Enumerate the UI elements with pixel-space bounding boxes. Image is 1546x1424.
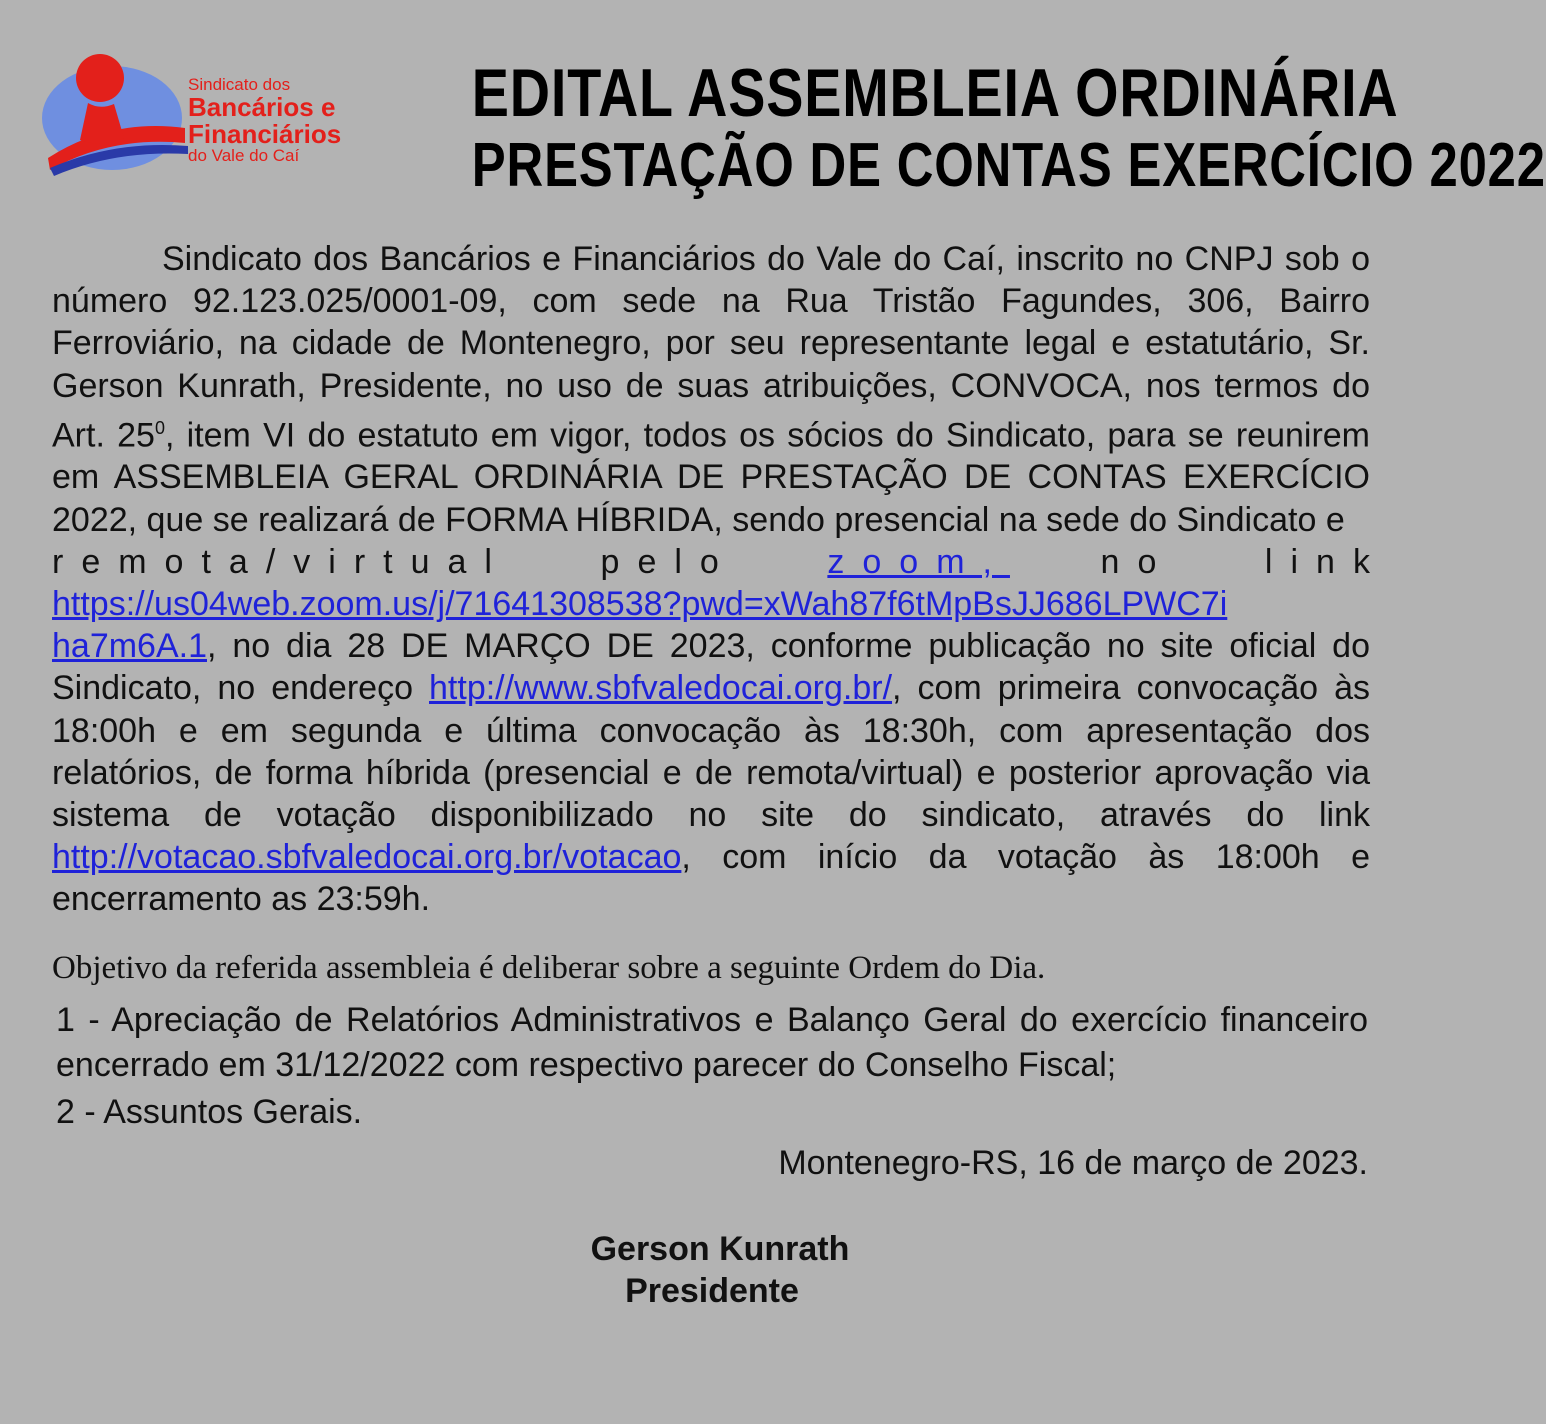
notice-text-3: , no dia 28 DE MARÇO DE 2023, conforme publicação no site oficial do Sindicato, no endereço — [52, 627, 1370, 708]
zoom-url-line-1: https://us04web.zoom.us/j/71641308538?pwd=xWah87f6tMpBsJJ686LPWC7i — [52, 584, 1228, 623]
vote-link[interactable]: http://votacao.sbfvaledocai.org.br/votacao — [52, 838, 682, 877]
notice-text-5: , com início da votação às 18:00h e encerramento as 23:59h. — [52, 838, 1370, 919]
agenda-item-2: 2 - Assuntos Gerais. — [56, 1093, 363, 1131]
notice-paragraph-1 — [52, 238, 1370, 541]
spread-word-remota: remota/virtual — [52, 542, 510, 581]
union-logo-text — [188, 76, 341, 164]
union-logo-emblem — [40, 48, 190, 178]
logo-line-3: Financiários — [188, 119, 342, 149]
agenda-item-1: 1 - Apreciação de Relatórios Administrativos e Balanço Geral do exercício financeiro encerrado em 31/12/2022 com respectivo parecer do Conselho Fiscal; — [56, 1001, 1368, 1084]
spread-word-pelo: pelo — [600, 542, 737, 581]
union-logo — [40, 48, 380, 178]
page-subtitle: PRESTAÇÃO DE CONTAS EXERCÍCIO 2022 — [471, 131, 1546, 200]
notice-text-2: , item VI do estatuto em vigor, todos os sócios do Sindicato, para se reunirem em ASSEMBLEIA GERAL ORDINÁRIA DE PRESTAÇÃO DE CONTAS EXERCÍCIO 2022, que se realizará de FORMA HÍBRIDA, sendo presencial na sede do Sindicato e — [52, 416, 1370, 539]
logo-line-2: Bancários e — [188, 92, 336, 122]
spread-word-link: link — [1264, 542, 1388, 581]
logo-line-1: Sindicato dos — [188, 75, 291, 94]
notice-spread-line — [52, 541, 1388, 583]
date-line: Montenegro-RS, 16 de março de 2023. — [778, 1144, 1368, 1182]
page-title: EDITAL ASSEMBLEIA ORDINÁRIA — [471, 55, 1399, 131]
spread-word-no: no — [1100, 542, 1175, 581]
signature-role: Presidente — [625, 1272, 799, 1310]
zoom-link[interactable]: zoom, — [827, 542, 1010, 581]
notice-body — [52, 238, 1388, 921]
objective-line: Objetivo da referida assembleia é deliberar sobre a seguinte Ordem do Dia. — [52, 950, 1046, 986]
logo-line-4: do Vale do Caí — [188, 146, 300, 165]
zoom-url-line-2: ha7m6A.1 — [52, 627, 207, 666]
notice-superscript: 0 — [154, 417, 165, 438]
notice-text-1: Sindicato dos Bancários e Financiários do Vale do Caí, inscrito no CNPJ sob o número 92.123.025/0001-09, com sede na Rua Tristão Fagundes, 306, Bairro Ferroviário, na cidade de Montenegro, por seu representante legal e estatutário, Sr. Gerson Kunrath, Presidente, no uso de suas atribuições, CONVOCA, nos termos do Art. 25 — [52, 240, 1370, 455]
signature-name: Gerson Kunrath — [590, 1230, 850, 1268]
notice-paragraph-2 — [52, 583, 1370, 921]
site-link[interactable]: http://www.sbfvaledocai.org.br/ — [429, 669, 893, 708]
notice-text-4: , com primeira convocação às 18:00h e em segunda e última convocação às 18:30h, com apresentação dos relatórios, de forma híbrida (presencial e de remota/virtual) e posterior aprovação via sistema de votação disponibilizado no site do sindicato, através do link — [52, 669, 1370, 834]
